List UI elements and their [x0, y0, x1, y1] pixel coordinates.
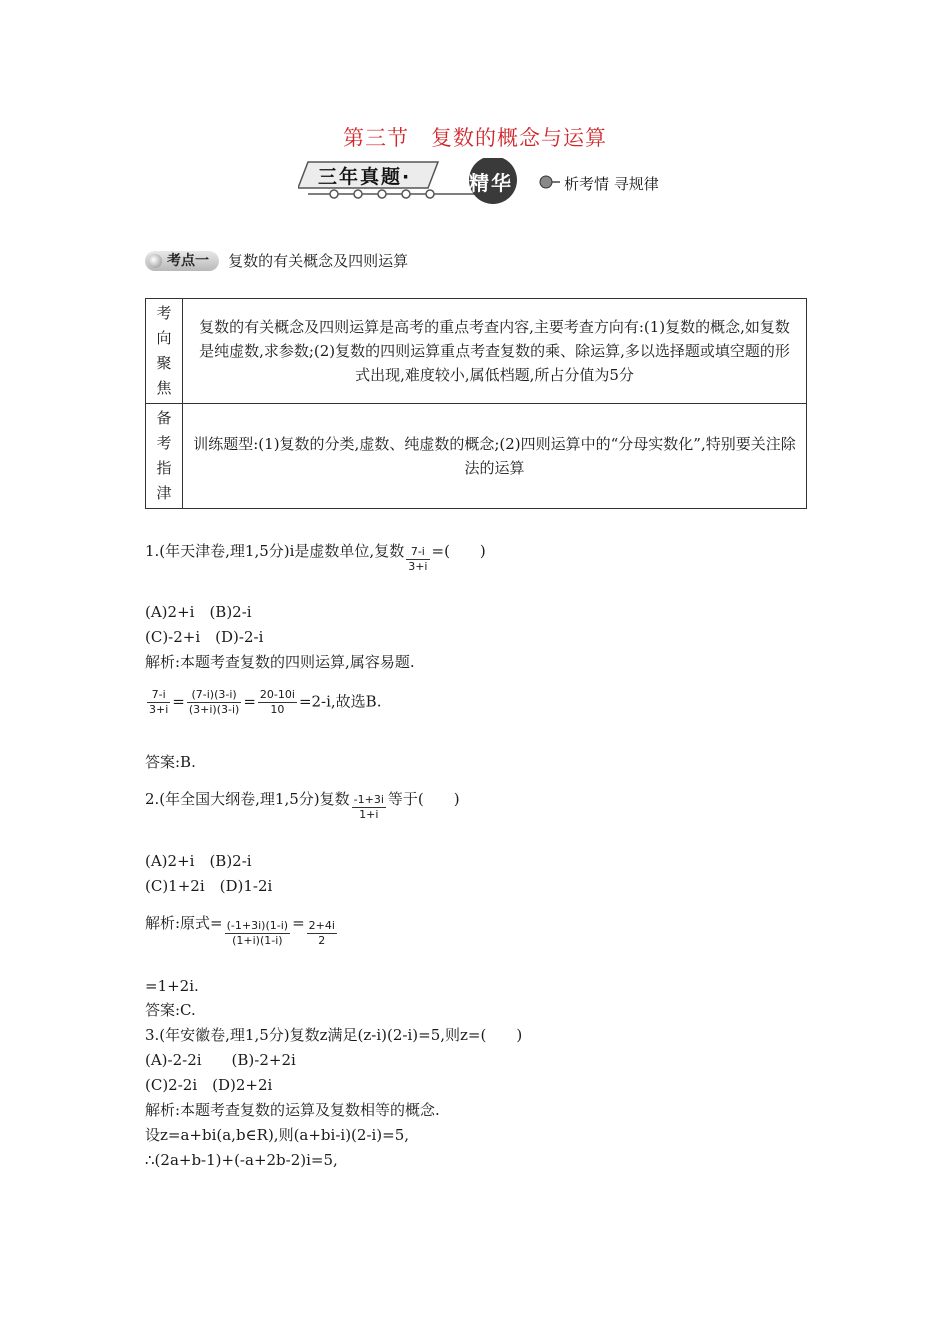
row-header-char: 考: [156, 304, 172, 322]
q1-options-ab: (A)2+i (B)2-i: [145, 603, 252, 621]
q1-stem-end: =( ): [431, 542, 486, 560]
q1-answer: 答案:B.: [145, 753, 196, 771]
row-content-focus: 复数的有关概念及四则运算是高考的重点考查内容,主要考查方向有:(1)复数的概念,如复数是纯虚数,求参数;(2)复数的四则运算重点考查复数的乘、除运算,多以选择题或填空题的形式出现,难度较小,属低档题,所占分值为5分: [183, 299, 807, 404]
bullet-icon: [148, 254, 162, 268]
q2-options-ab: (A)2+i (B)2-i: [145, 852, 252, 870]
q3-step-1: 设z=a+bi(a,b∈R),则(a+bi-i)(2-i)=5,: [145, 1126, 410, 1144]
keypoint-badge-label: 考点一: [167, 252, 209, 269]
row-header-focus: [146, 299, 183, 404]
q1-stem: [145, 540, 486, 574]
banner-subtitle: 析考情 寻规律: [564, 175, 659, 193]
fraction-denominator: 10: [270, 703, 285, 716]
q2-analysis-text: 解析:原式=: [145, 914, 223, 932]
row-header-char: 聚: [156, 354, 172, 372]
row-header-char: 备: [156, 409, 172, 427]
q2-stem: [145, 788, 460, 822]
banner-main-text: 三年真题·: [318, 166, 412, 188]
fraction-numerator: -1+3i: [353, 793, 384, 806]
calc-fraction: [307, 919, 337, 948]
q2-fraction: [352, 793, 386, 822]
guidance-table: [145, 298, 807, 509]
row-header-char: 指: [156, 459, 172, 477]
banner-emblem-text: 精华: [469, 171, 513, 195]
fraction-denominator: 2: [318, 934, 326, 947]
q2-stem-text: 2.(年全国大纲卷,理1,5分)复数: [145, 790, 350, 808]
q2-analysis: 解析:原式= $\frac{(-1+3i)(1-i)}{(1+i)(1-i)}$ = $\frac{2+4i}{2}$: [145, 914, 335, 947]
q2-stem-end: 等于( ): [387, 790, 460, 808]
keypoint-title: 复数的有关概念及四则运算: [228, 252, 409, 270]
fraction-numerator: 7-i: [406, 545, 429, 560]
calc-fraction: [147, 688, 170, 717]
q3-step-2: ∴(2a+b-1)+(-a+2b-2)i=5,: [145, 1151, 338, 1169]
table-row: [146, 299, 807, 404]
q3-options-ab: (A)-2-2i (B)-2+2i: [145, 1051, 296, 1069]
row-header-guide: [146, 404, 183, 509]
calc-fraction: [225, 919, 290, 948]
fraction-denominator: (1+i)(1-i): [232, 934, 283, 947]
row-header-char: 向: [156, 329, 172, 347]
q1-stem-text: 1.(年天津卷,理1,5分)i是虚数单位,复数: [145, 542, 405, 560]
q2-options-cd: (C)1+2i (D)1-2i: [145, 877, 273, 895]
fraction-numerator: 20-10i: [259, 688, 295, 701]
q3-stem: 3.(年安徽卷,理1,5分)复数z满足(z-i)(2-i)=5,则z=( ): [145, 1026, 523, 1044]
fraction-denominator: 3+i: [149, 703, 169, 716]
fraction-numerator: 7-i: [147, 688, 170, 703]
section-banner: [298, 158, 678, 204]
q3-analysis: 解析:本题考查复数的运算及复数相等的概念.: [145, 1101, 440, 1119]
q2-answer: 答案:C.: [145, 1001, 196, 1019]
page-title: 第三节 复数的概念与运算: [343, 126, 607, 150]
calc-result: =2-i,故选B.: [298, 692, 382, 711]
fraction-numerator: (-1+3i)(1-i): [226, 919, 289, 932]
fraction-numerator: (7-i)(3-i): [187, 688, 241, 703]
calc-fraction: [187, 688, 241, 717]
row-header-char: 津: [156, 484, 172, 502]
row-header-char: 考: [156, 434, 172, 452]
q3-options-cd: (C)2-2i (D)2+2i: [145, 1076, 273, 1094]
fraction-denominator: (3+i)(3-i): [188, 703, 240, 716]
q1-fraction: [406, 545, 429, 574]
calc-fraction: [258, 688, 297, 717]
fraction-denominator: 1+i: [359, 808, 379, 821]
table-row: [146, 404, 807, 509]
q1-calculation: $\frac{7-i}{3+i}$ = $\frac{(7-i)(3-i)}{(3+i)(3-i)}$ = $\frac{20-10i}{10}$ =2-i,故选B.: [149, 688, 382, 716]
row-header-char: 焦: [156, 379, 172, 397]
row-content-guide: 训练题型:(1)复数的分类,虚数、纯虚数的概念;(2)四则运算中的“分母实数化”,特别要关注除法的运算: [183, 404, 807, 509]
keypoint-badge: [145, 251, 219, 271]
q1-options-cd: (C)-2+i (D)-2-i: [145, 628, 264, 646]
q2-result: =1+2i.: [145, 977, 199, 995]
keypoint-header: [145, 250, 408, 274]
q1-analysis: 解析:本题考查复数的四则运算,属容易题.: [145, 653, 415, 671]
fraction-numerator: 2+4i: [308, 919, 335, 932]
fraction-denominator: 3+i: [408, 560, 428, 573]
